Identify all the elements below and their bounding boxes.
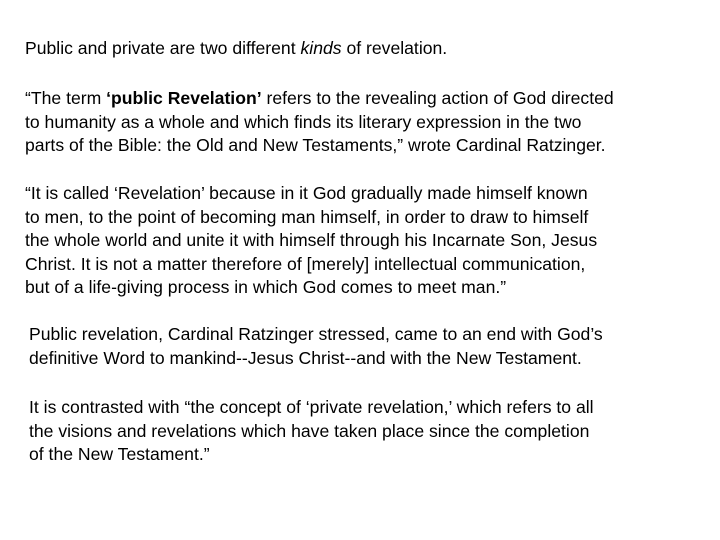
paragraph-line: parts of the Bible: the Old and New Testaments,” wrote Cardinal Ratzinger. bbox=[25, 135, 606, 155]
paragraph-line: of the New Testament.” bbox=[29, 444, 210, 464]
paragraph-private-revelation bbox=[29, 396, 594, 467]
text-run: Public and private are two different bbox=[25, 38, 301, 58]
paragraph-line: It is contrasted with “the concept of ‘private revelation,’ which refers to all bbox=[29, 397, 594, 417]
text-run: of revelation. bbox=[341, 38, 448, 58]
text-run: “The term bbox=[25, 88, 107, 108]
paragraph-line: Christ. It is not a matter therefore of [merely] intellectual communication, bbox=[25, 253, 586, 274]
paragraph-line: but of a life-giving process in which God comes to meet man.” bbox=[25, 277, 507, 297]
paragraph-public-revelation-quote bbox=[25, 87, 614, 158]
paragraph-line: Public revelation, Cardinal Ratzinger stressed, came to an end with God’s bbox=[29, 324, 603, 344]
paragraph-line: “It is called ‘Revelation’ because in it God gradually made himself known bbox=[25, 183, 588, 203]
paragraph-line: to humanity as a whole and which finds its literary expression in the two bbox=[25, 111, 582, 132]
paragraph-revelation-definition bbox=[25, 182, 597, 300]
paragraph-intro bbox=[25, 37, 447, 61]
paragraph-line bbox=[25, 37, 447, 61]
paragraph-line: the visions and revelations which have taken place since the completion bbox=[29, 420, 590, 441]
emphasis-text: kinds bbox=[300, 38, 342, 58]
paragraph-line bbox=[25, 87, 614, 111]
paragraph-end-of-public-revelation bbox=[29, 323, 603, 370]
paragraph-line: definitive Word to mankind--Jesus Christ--and with the New Testament. bbox=[29, 347, 582, 368]
paragraph-line: the whole world and unite it with himself through his Incarnate Son, Jesus bbox=[25, 230, 598, 250]
bold-term: ‘public Revelation’ bbox=[106, 88, 262, 108]
paragraph-line: to men, to the point of becoming man himself, in order to draw to himself bbox=[25, 206, 589, 227]
text-run: refers to the revealing action of God directed bbox=[261, 88, 614, 108]
